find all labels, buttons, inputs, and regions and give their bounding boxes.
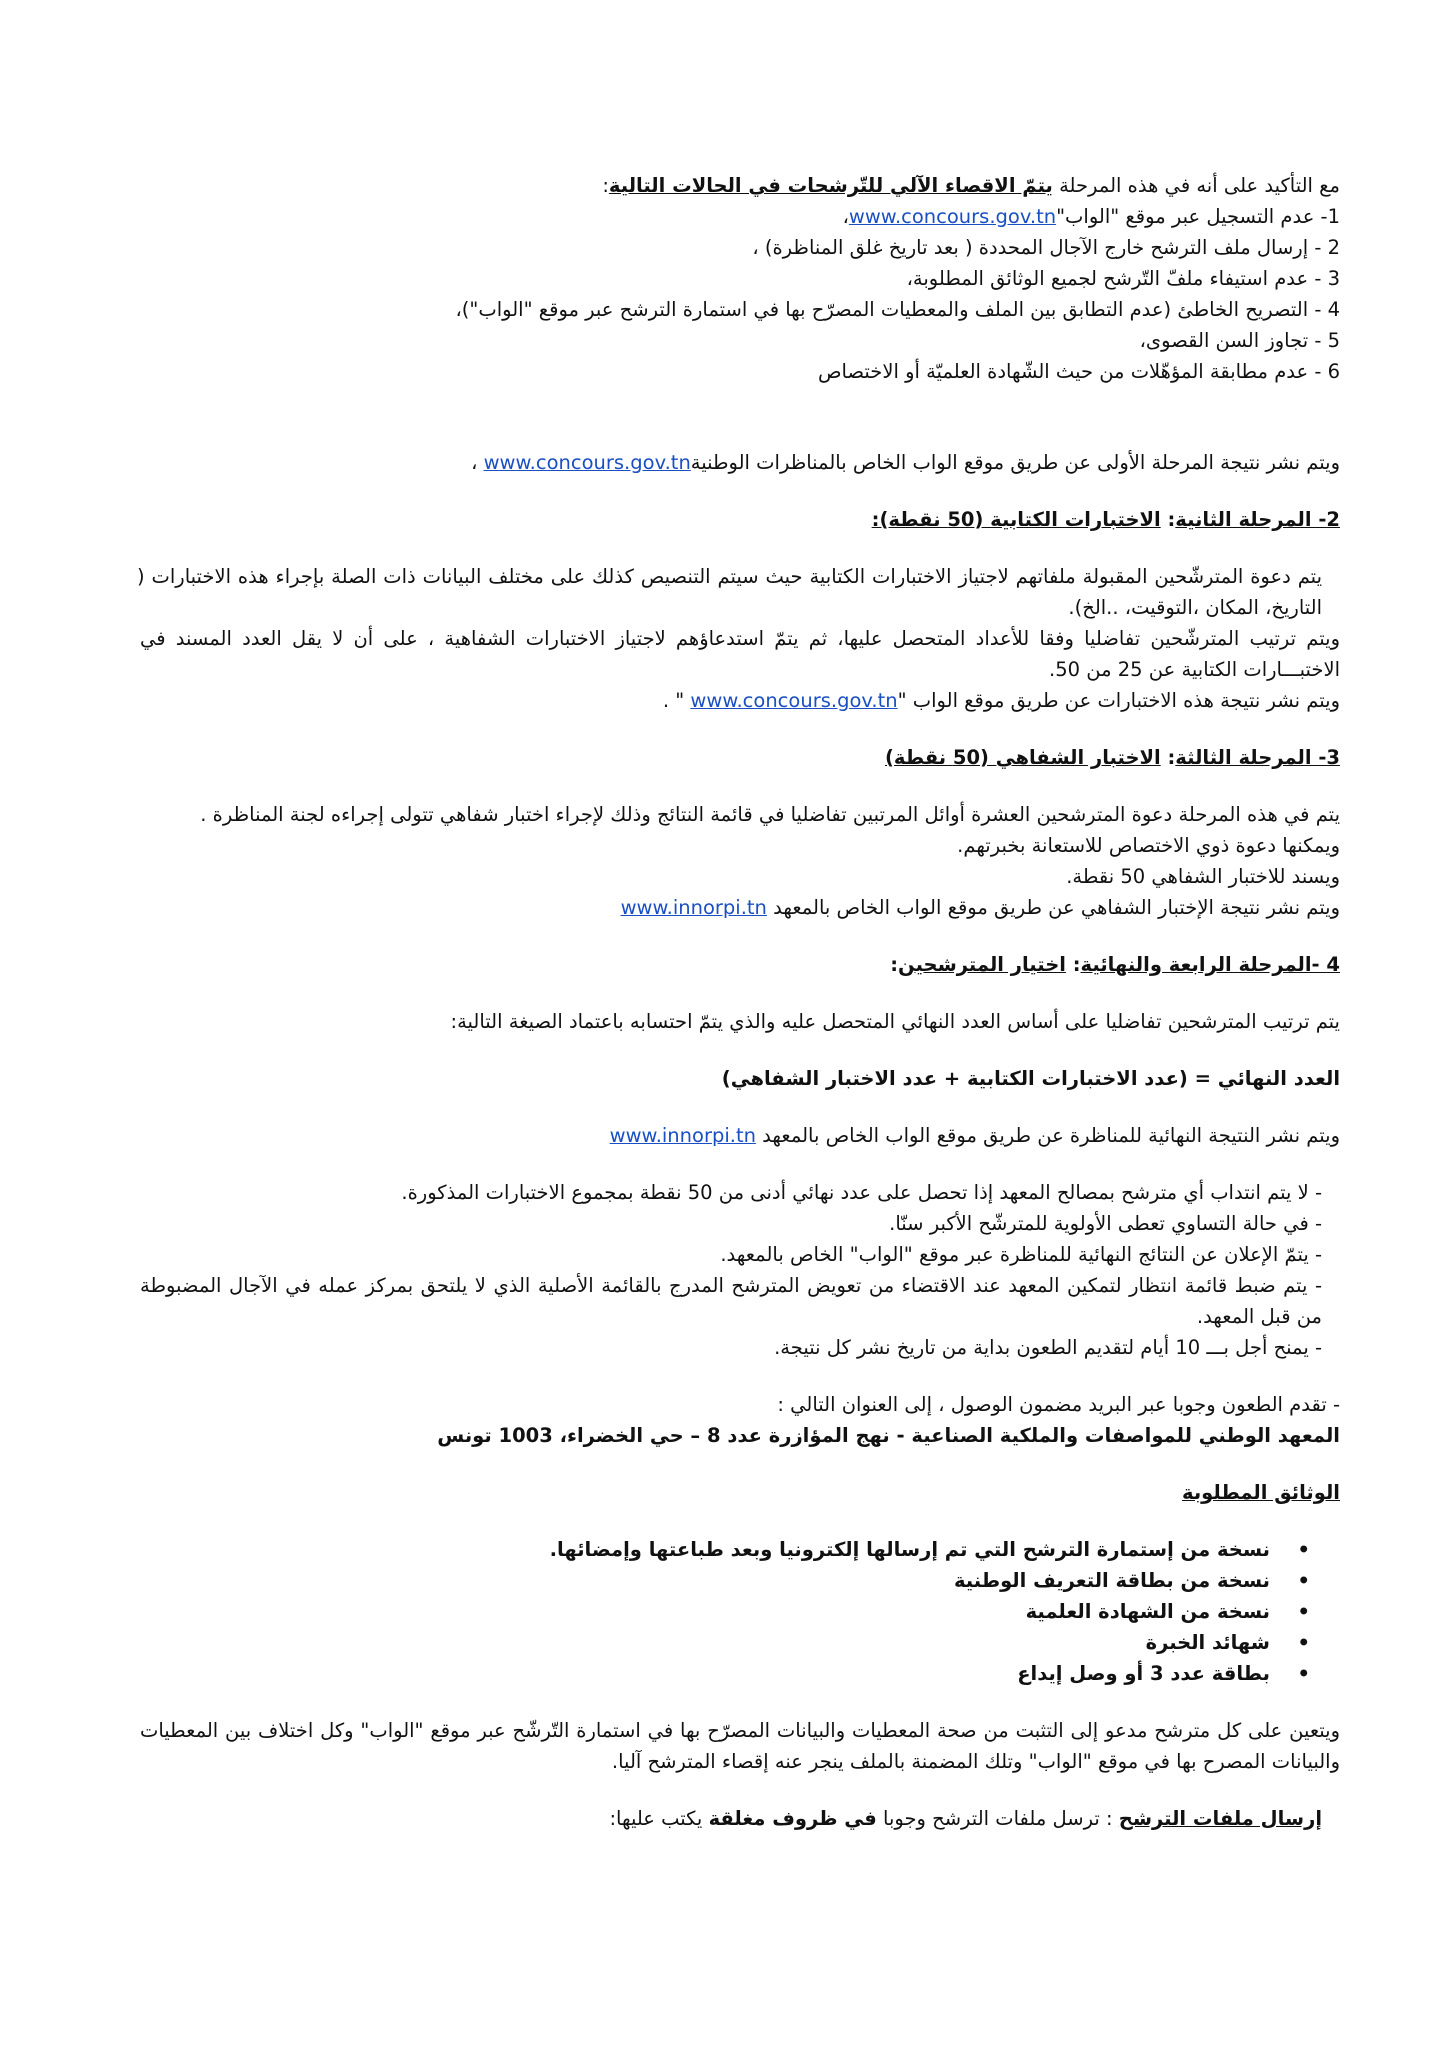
final-score-formula: العدد النهائي = (عدد الاختبارات الكتابية + عدد الاختبار الشفاهي) [721,1067,1340,1090]
bullet-icon: • [1297,1662,1310,1685]
note-4: - يتم ضبط قائمة انتظار لتمكين المعهد عند الاقتضاء من تعويض المترشح المدرج بالقائمة الأصلية الذي لا يلتحق بمركز عمله في الآجال المضبوطة من قبل المعهد. [140,1274,1322,1328]
intro-line [140,170,1340,201]
stage3-paragraph-2: ويمكنها دعوة ذوي الاختصاص للاستعانة بخبرتهم. [957,834,1340,857]
concours-link[interactable]: www.concours.gov.tn [483,451,691,474]
document-page [137,170,1340,1834]
exclusion-item-1-text: 1- عدم التسجيل عبر موقع "الواب" [1056,205,1340,228]
appeal-line: - تقدم الطعون وجوبا عبر البريد مضمون الوصول ، إلى العنوان التالي : [777,1393,1340,1416]
stage2-paragraph-1: يتم دعوة المترشّحين المقبولة ملفاتهم لاجتياز الاختبارات الكتابية حيث سيتم التنصيص كذلك على مختلف البيانات ذات الصلة بإجراء هذه الاختبارات ( التاريخ، المكان ،التوقيت، ..الخ). [137,565,1322,619]
stage2-paragraph-2: ويتم ترتيب المترشّحين تفاضليا وفقا للأعداد المتحصل عليها، ثم يتمّ استدعاؤهم لاجتياز الاختبارات الشفاهية ، على أن لا يقل العدد المسند في الاختبـــارات الكتابية عن 25 من 50. [140,627,1340,681]
intro-colon: : [602,174,609,197]
bullet-icon: • [1297,1569,1310,1592]
send-files-text: : ترسل ملفات الترشح وجوبا [876,1807,1119,1830]
document-item-text: شهائد الخبرة [1145,1631,1270,1654]
note-5: - يمنح أجل بـــ 10 أيام لتقديم الطعون بداية من تاريخ نشر كل نتيجة. [774,1336,1322,1359]
stage1-result-text: ويتم نشر نتيجة المرحلة الأولى عن طريق موقع الواب الخاص بالمناظرات الوطنية [690,451,1340,474]
stage3-paragraph-4-text: ويتم نشر نتيجة الإختبار الشفاهي عن طريق موقع الواب الخاص بالمعهد [766,896,1340,919]
exclusion-item-4: 4 - التصريح الخاطئ (عدم التطابق بين الملف والمعطيات المصرّح بها في استمارة الترشح عبر موقع "الواب")، [455,298,1340,321]
send-files-line [140,1803,1340,1834]
stage3-paragraph-4 [140,892,1340,923]
bullet-icon: • [1297,1600,1310,1623]
stage4-heading-num: 4 -المرحلة الرابعة والنهائية [1080,953,1340,976]
innorpi-link[interactable]: www.innorpi.tn [620,896,767,919]
note-1: - لا يتم انتداب أي مترشح بمصالح المعهد إذا تحصل على عدد نهائي أدنى من 50 نقطة بمجموع الاختبارات المذكورة. [401,1181,1322,1204]
intro-emphasis: يتمّ الاقصاء الآلي للتّرشحات في الحالات التالية [608,174,1053,197]
note-3: - يتمّ الإعلان عن النتائج النهائية للمناظرة عبر موقع "الواب" الخاص بالمعهد. [720,1243,1322,1266]
stage4-heading [140,949,1340,980]
list-item [140,1565,1310,1596]
stage2-paragraph-3-text: ويتم نشر نتيجة هذه الاختبارات عن طريق موقع الواب " [897,689,1340,712]
stage3-paragraph-3: ويسند للاختبار الشفاهي 50 نقطة. [1066,865,1340,888]
innorpi-link[interactable]: www.innorpi.tn [609,1124,756,1147]
stage3-paragraph-1: يتم في هذه المرحلة دعوة المترشحين العشرة أوائل المرتبين تفاضليا في قائمة النتائج وذلك لإجراء اختبار شفاهي تتولى إجراءه لجنة المناظرة . [200,803,1340,826]
note-2: - في حالة التساوي تعطى الأولوية للمترشّح الأكبر سنّا. [889,1212,1322,1235]
list-item [140,1658,1310,1689]
stage2-paragraph-3 [140,685,1340,716]
stage3-heading [140,742,1340,773]
send-files-heading: إرسال ملفات الترشح [1118,1807,1322,1830]
stage2-heading [140,504,1340,535]
stage2-heading-title: الاختبارات الكتابية (50 نقطة): [871,508,1161,531]
stage4-paragraph-2-text: ويتم نشر النتيجة النهائية للمناظرة عن طريق موقع الواب الخاص بالمعهد [755,1124,1340,1147]
intro-text: مع التأكيد على أنه في هذه المرحلة [1052,174,1340,197]
document-item-text: نسخة من الشهادة العلمية [1025,1600,1270,1623]
send-files-text-end: يكتب عليها: [609,1807,709,1830]
exclusion-item-3: 3 - عدم استيفاء ملفّ التّرشح لجميع الوثائق المطلوبة، [906,267,1340,290]
verification-paragraph: ويتعين على كل مترشح مدعو إلى التثبت من صحة المعطيات والبيانات المصرّح بها في استمارة التّرشّح عبر موقع "الواب" وكل اختلاف بين المعطيات والبيانات المصرح بها في موقع "الواب" وتلك المضمنة بالملف ينجر عنه إقصاء المترشح آليا. [140,1719,1340,1773]
bullet-icon: • [1297,1631,1310,1654]
stage4-paragraph-2 [140,1120,1340,1151]
concours-link[interactable]: www.concours.gov.tn [848,205,1057,228]
exclusion-item-5: 5 - تجاوز السن القصوى، [1139,329,1340,352]
list-item [140,1534,1310,1565]
stage4-heading-end: : [890,953,899,976]
exclusion-item-1-end: ، [842,205,849,228]
document-item-text: بطاقة عدد 3 أو وصل إيداع [1017,1662,1270,1685]
documents-heading: الوثائق المطلوبة [1182,1481,1340,1504]
document-item-text: نسخة من إستمارة الترشح التي تم إرسالها إلكترونيا وبعد طباعتها وإمضائها. [549,1538,1270,1561]
concours-link[interactable]: www.concours.gov.tn [690,689,898,712]
stage3-heading-title: الاختبار الشفاهي (50 نقطة) [885,746,1161,769]
stage2-paragraph-3-end: " . [662,689,691,712]
document-item-text: نسخة من بطاقة التعريف الوطنية [953,1569,1270,1592]
stage2-heading-num: 2- المرحلة الثانية [1175,508,1340,531]
stage3-heading-num: 3- المرحلة الثالثة [1175,746,1340,769]
exclusion-item-1 [140,201,1340,232]
send-files-emphasis: في ظروف مغلقة [708,1807,877,1830]
documents-list [140,1534,1340,1689]
exclusion-item-2: 2 - إرسال ملف الترشح خارج الآجال المحددة ( بعد تاريخ غلق المناظرة) ، [752,236,1340,259]
stage2-heading-colon: : [1160,508,1176,531]
exclusion-item-6: 6 - عدم مطابقة المؤهّلات من حيث الشّهادة العلميّة أو الاختصاص [817,360,1340,383]
stage3-heading-colon: : [1160,746,1176,769]
stage1-result-end: ، [471,451,484,474]
stage1-result [140,447,1340,478]
bullet-icon: • [1297,1538,1310,1561]
list-item [140,1627,1310,1658]
institute-address: المعهد الوطني للمواصفات والملكية الصناعية - نهج المؤازرة عدد 8 – حي الخضراء، 1003 تونس [437,1424,1340,1447]
list-item [140,1596,1310,1627]
stage4-paragraph-1: يتم ترتيب المترشحين تفاضليا على أساس العدد النهائي المتحصل عليه والذي يتمّ احتسابه باعتماد الصيغة التالية: [450,1010,1340,1033]
stage4-heading-colon: : [1065,953,1081,976]
stage4-heading-title: اختيار المترشحين [898,953,1066,976]
